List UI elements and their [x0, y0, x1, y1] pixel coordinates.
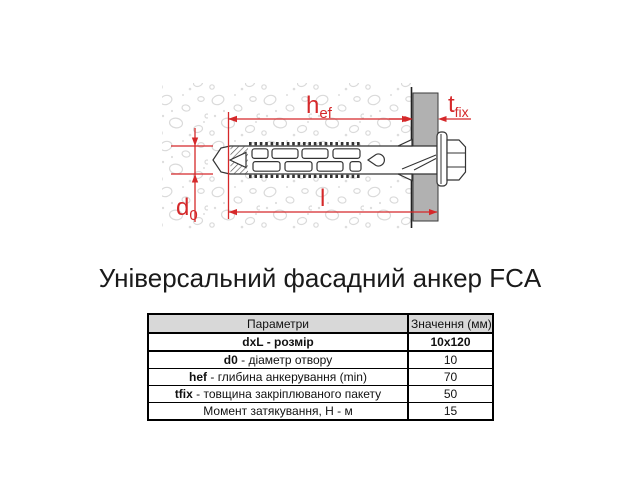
value-cell: 70	[408, 369, 493, 386]
tfix-label: $t_{fix}$	[448, 91, 469, 120]
hef-label: $h_{ef}$	[306, 92, 332, 122]
param-term: d0	[223, 353, 238, 367]
table-row	[148, 333, 493, 351]
washer	[437, 132, 447, 186]
table-row	[148, 351, 493, 369]
param-desc: - глибина анкерування (min)	[207, 370, 367, 384]
param-desc: - діаметр отвору	[237, 353, 333, 367]
param-desc: Момент затякування, Н - м	[203, 404, 353, 418]
param-cell	[148, 351, 408, 369]
param-cell	[148, 386, 408, 403]
param-term: dxL	[242, 335, 264, 349]
l-label: l	[320, 185, 326, 212]
value-cell: 15	[408, 403, 493, 421]
d0-label: $d_0$	[176, 194, 198, 224]
param-cell	[148, 403, 408, 421]
param-cell	[148, 333, 408, 351]
parameters-table	[147, 313, 494, 421]
table-row	[148, 403, 493, 421]
value-cell: 50	[408, 386, 493, 403]
param-desc: - товщина закріплюваного пакету	[192, 387, 382, 401]
value-header-cell: Значення (мм)	[408, 314, 493, 333]
value-cell: 10x120	[408, 333, 493, 351]
param-term: tfix	[174, 387, 193, 401]
table-header-row	[148, 314, 493, 333]
product-title: Універсальний фасадний анкер FCA	[98, 263, 542, 293]
param-header-cell: Параметри	[148, 314, 408, 333]
param-desc: - розмір	[263, 335, 314, 349]
hex-bolt-head	[447, 140, 466, 180]
param-term: hef	[189, 370, 208, 384]
value-cell: 10	[408, 351, 493, 369]
table-row	[148, 386, 493, 403]
table-row	[148, 369, 493, 386]
param-cell	[148, 369, 408, 386]
